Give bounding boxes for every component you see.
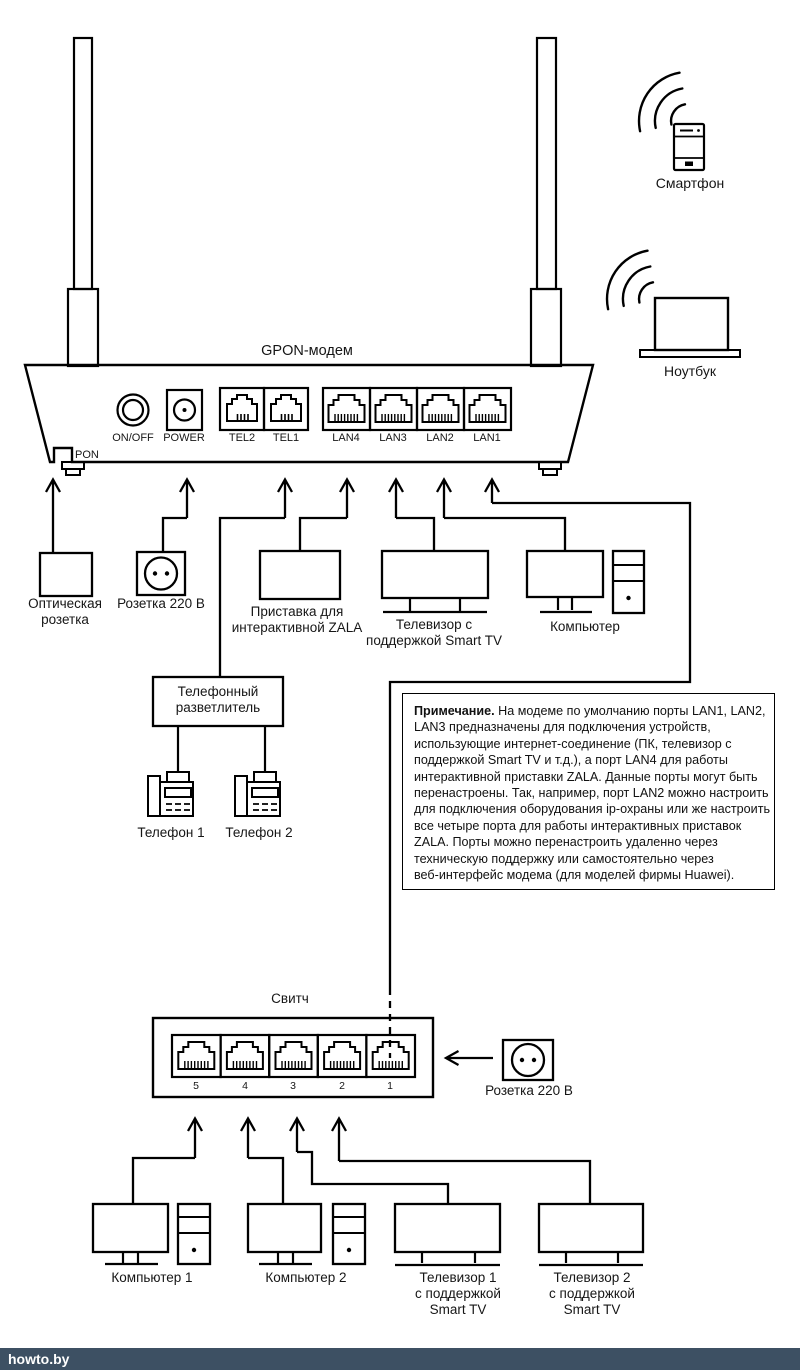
- power-socket-label: Розетка 220 В: [117, 596, 205, 611]
- wifi-signal-smartphone-icon: [639, 73, 685, 132]
- laptop-icon: [640, 298, 740, 357]
- lan1-port-icon: [464, 388, 511, 430]
- lan2-port-icon: [417, 388, 464, 430]
- computer-label: Компьютер: [550, 619, 620, 634]
- lan4-port-icon: [323, 388, 370, 430]
- power-label: POWER: [163, 432, 205, 444]
- switch-port2-label: 2: [339, 1080, 345, 1092]
- laptop-label: Ноутбук: [664, 363, 716, 379]
- note-text: Примечание. На модеме по умолчанию порты LAN1, LAN2, LAN3 предназначены для подключения устройств, использующие интернет-соединение (ПК, телевизор с поддержкой Smart TV и т.д.), а порт LAN4 для работы интерактивной приставки ZALA. Данные порты могут быть перенастроены. Так, например, порт LAN2 можно настроить для подключения оборудования ip-охраны или же настроить все четыре порта для работы интерактивных приставок ZALA. Порты можно перенастроить удаленно через техническую поддержку или самостоятельно через веб-интерфейс модема (для моделей фирмы Huawei).: [414, 704, 771, 883]
- smartphone-label: Смартфон: [655, 175, 725, 191]
- tel1-port-icon: [264, 388, 308, 430]
- power-socket2-icon: [503, 1040, 553, 1080]
- zala-stb-label: Приставка для интерактивной ZALA: [231, 604, 363, 635]
- tv1-label: Телевизор 1 с поддержкой Smart TV: [415, 1270, 501, 1317]
- arrows-to-modem: [46, 480, 499, 554]
- note-title: Примечание.: [414, 704, 495, 718]
- smart-tv-icon: [382, 551, 488, 612]
- lan2-label: LAN2: [426, 432, 454, 444]
- power-socket2-label: Розетка 220 В: [485, 1083, 573, 1098]
- switch-power-arrow: [446, 1051, 493, 1065]
- switch-port5-label: 5: [193, 1080, 199, 1092]
- modem-antenna-right-icon: [531, 38, 561, 366]
- lan3-port-icon: [370, 388, 417, 430]
- footer-bar: [0, 1348, 800, 1370]
- tv1-icon: [395, 1204, 500, 1265]
- optical-socket-label: Оптическая розетка: [28, 596, 102, 627]
- tel1-label: TEL1: [272, 432, 300, 444]
- wifi-signal-laptop-icon: [607, 251, 653, 310]
- switch-port4-label: 4: [242, 1080, 248, 1092]
- computer2-icon: [248, 1204, 365, 1264]
- power-socket-icon: [137, 552, 185, 595]
- switch-title: Свитч: [271, 991, 309, 1006]
- footer-brand: howto.by: [8, 1351, 70, 1367]
- modem-title: GPON-модем: [261, 343, 353, 359]
- phone1-label: Телефон 1: [137, 825, 205, 840]
- computer2-label: Компьютер 2: [265, 1270, 347, 1285]
- zala-stb-icon: [260, 551, 340, 599]
- switch-port3-label: 3: [290, 1080, 296, 1092]
- switch-port-jacks: [178, 1042, 408, 1069]
- tv2-icon: [539, 1204, 643, 1265]
- cables-to-switch: [133, 1152, 590, 1205]
- phone2-label: Телефон 2: [225, 825, 293, 840]
- optical-socket-icon: [40, 553, 92, 596]
- phone-splitter-label: Телефонный разветлитель: [175, 684, 261, 715]
- pon-port-label: PON: [75, 449, 99, 461]
- phone1-icon: [148, 772, 193, 816]
- switch-port1-label: 1: [387, 1080, 393, 1092]
- tv2-label: Телевизор 2 с поддержкой Smart TV: [549, 1270, 635, 1317]
- phone2-icon: [235, 772, 280, 816]
- smart-tv-label: Телевизор с поддержкой Smart TV: [366, 617, 502, 648]
- power-jack-icon: [167, 390, 202, 430]
- computer1-label: Компьютер 1: [111, 1270, 193, 1285]
- smartphone-icon: [674, 124, 704, 170]
- onoff-label: ON/OFF: [112, 432, 154, 444]
- computer1-icon: [93, 1204, 210, 1264]
- arrows-to-switch: [188, 1119, 346, 1162]
- lan3-label: LAN3: [379, 432, 407, 444]
- lan1-label: LAN1: [473, 432, 501, 444]
- modem-antenna-left-icon: [68, 38, 98, 366]
- note-box: [402, 693, 775, 890]
- tel2-port-icon: [220, 388, 264, 430]
- computer-icon: [527, 551, 644, 613]
- tel2-label: TEL2: [228, 432, 256, 444]
- lan4-label: LAN4: [332, 432, 360, 444]
- onoff-button-icon: [118, 395, 149, 426]
